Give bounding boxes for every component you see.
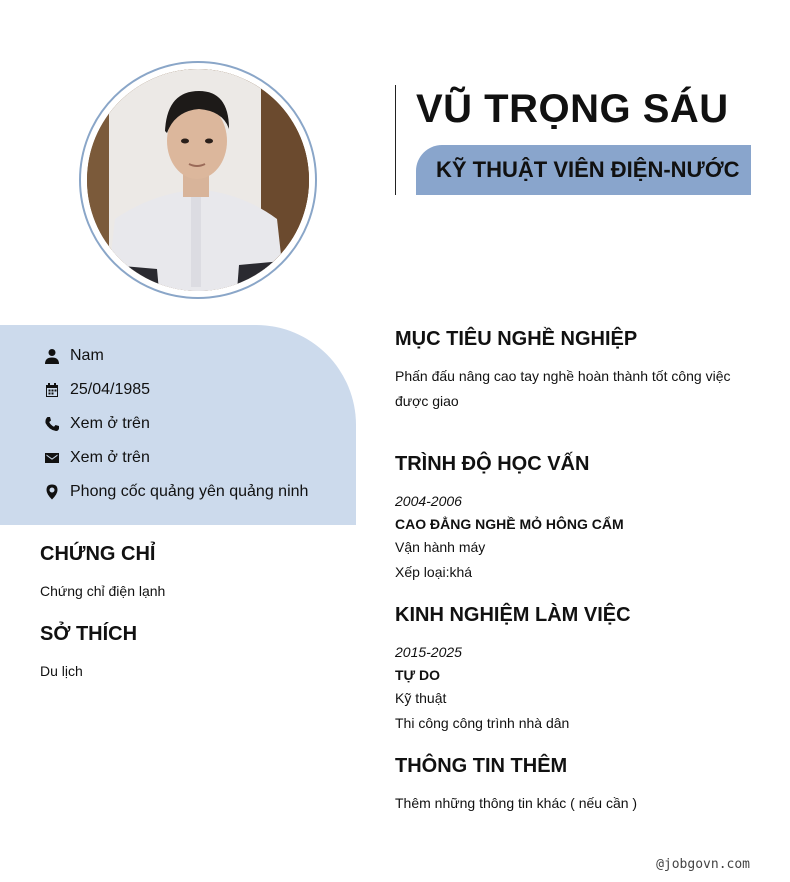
calendar-icon	[44, 382, 60, 398]
info-phone	[44, 412, 150, 436]
person-icon	[44, 348, 60, 364]
objective-text: Phấn đấu nâng cao tay nghề hoàn thành tốt công việc được giao	[395, 368, 731, 409]
location-pin-icon	[44, 484, 60, 500]
avatar	[87, 69, 309, 291]
education-school: CAO ĐẲNG NGHỀ MỎ HÔNG CẨM	[395, 516, 624, 532]
profile-photo	[87, 69, 309, 291]
job-title: KỸ THUẬT VIÊN ĐIỆN-NƯỚC	[416, 145, 751, 195]
experience-company: TỰ DO	[395, 667, 441, 683]
email-value: Xem ở trên	[70, 449, 150, 466]
education-major: Vận hành máy	[395, 539, 486, 555]
footer-watermark: @jobgovn.com	[656, 857, 750, 872]
certificates-text: Chứng chỉ điện lạnh	[40, 583, 166, 599]
info-gender	[44, 344, 104, 368]
phone-icon	[44, 416, 60, 432]
experience-title: KINH NGHIỆM LÀM VIỆC	[395, 604, 631, 626]
gender-value: Nam	[70, 347, 104, 364]
phone-value: Xem ở trên	[70, 415, 150, 432]
info-birthdate	[44, 378, 150, 402]
education-grade: Xếp loại:khá	[395, 564, 473, 580]
name-block	[395, 85, 740, 195]
full-name: VŨ TRỌNG SÁU	[416, 87, 729, 131]
education-title: TRÌNH ĐỘ HỌC VẤN	[395, 453, 590, 475]
hobbies-title: SỞ THÍCH	[40, 623, 138, 645]
birthdate-value: 25/04/1985	[70, 381, 151, 398]
address-value: Phong cốc quảng yên quảng ninh	[70, 483, 309, 500]
extra-info-title: THÔNG TIN THÊM	[395, 755, 568, 777]
experience-period: 2015-2025	[395, 644, 462, 660]
mail-icon	[44, 450, 60, 466]
info-email	[44, 446, 150, 470]
objective-title: MỤC TIÊU NGHỀ NGHIỆP	[395, 328, 638, 350]
extra-info-text: Thêm những thông tin khác ( nếu cần )	[395, 795, 638, 811]
hobbies-text: Du lịch	[40, 663, 83, 679]
experience-description: Thi công công trình nhà dân	[395, 715, 570, 731]
education-period: 2004-2006	[395, 493, 462, 509]
info-address	[44, 480, 308, 504]
experience-role: Kỹ thuật	[395, 690, 447, 706]
certificates-title: CHỨNG CHỈ	[40, 543, 156, 565]
